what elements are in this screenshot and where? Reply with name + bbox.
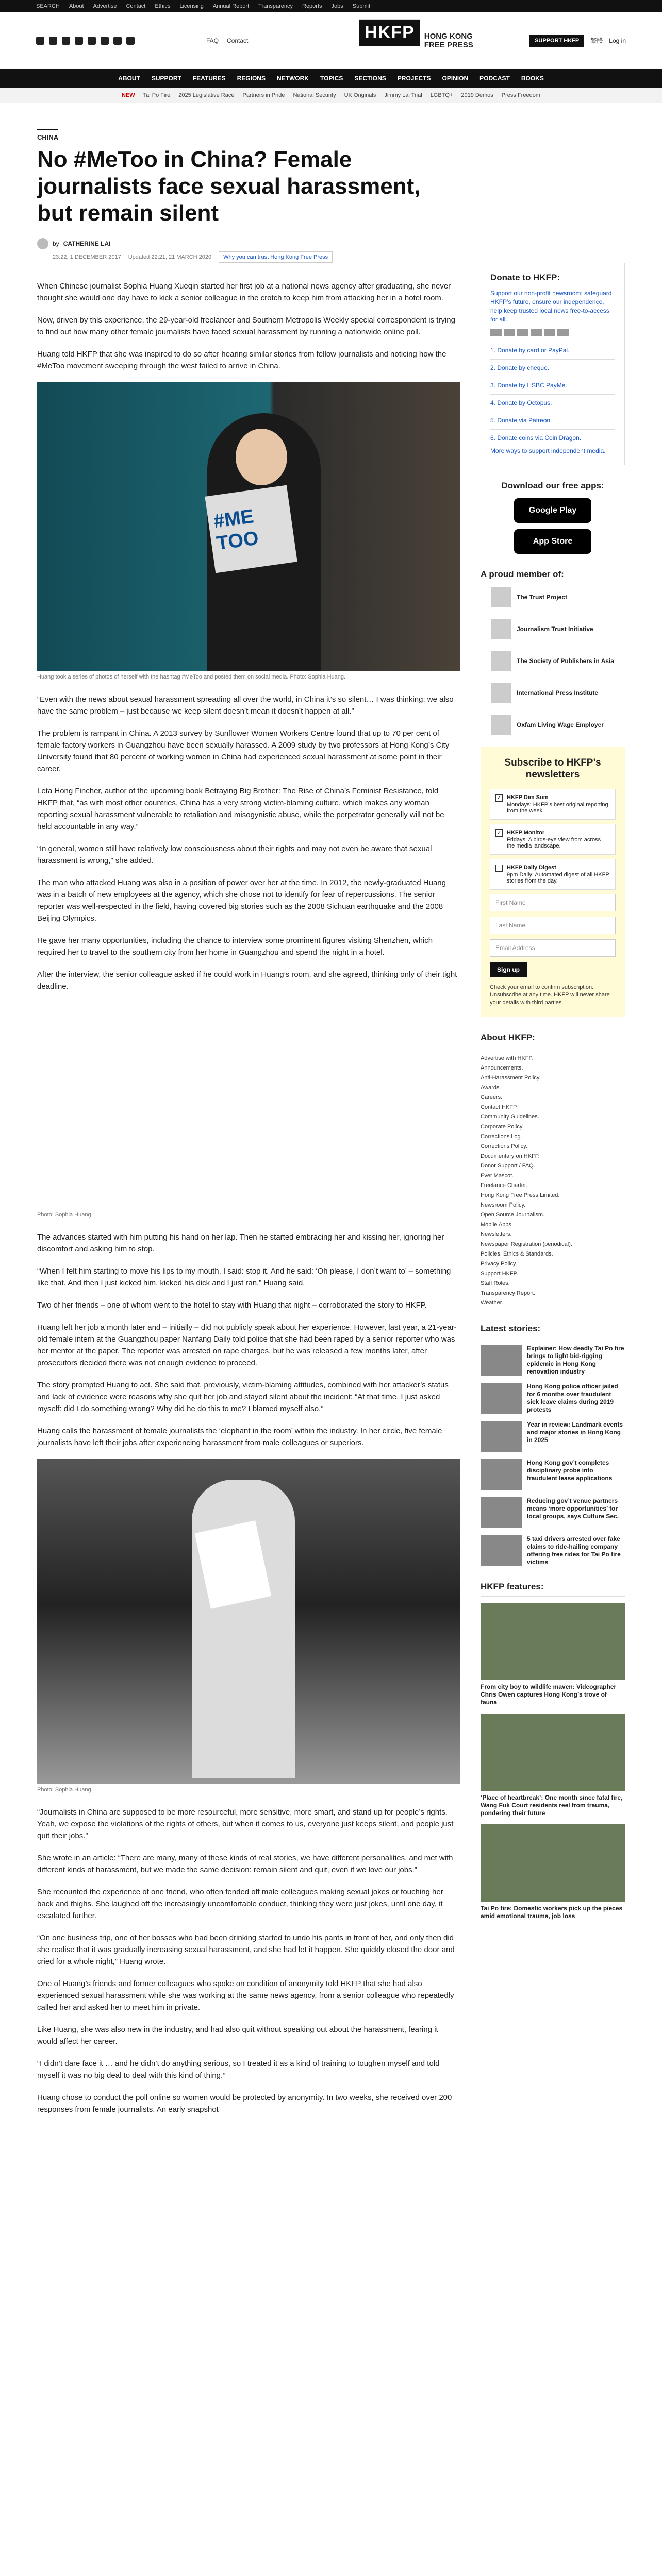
jti-logo	[491, 619, 511, 639]
story-thumbnail	[481, 1459, 522, 1490]
newsletter-box	[481, 747, 625, 1017]
signup-button[interactable]: Sign up	[490, 962, 527, 977]
ipi-logo	[491, 683, 511, 703]
trending-link[interactable]: UK Originals	[344, 92, 376, 98]
member-name: The Society of Publishers in Asia	[517, 657, 614, 665]
nav-projects[interactable]: PROJECTS	[397, 75, 431, 82]
apps-title: Download our free apps:	[501, 481, 604, 490]
paragraph: “On one business trip, one of her bosses who had been drinking started to undo his pants in front of her, and only then did she realise that it was gradually increasing sexual harassment, and she had let it happen. She quickly closed the door and cried for a whole night,” Huang wrote.	[37, 1934, 455, 1966]
donate-option[interactable]: 1. Donate by card or PayPal.	[490, 342, 615, 359]
site-header	[0, 12, 662, 69]
about-link[interactable]: Donor Support / FAQ.	[481, 1163, 535, 1169]
photo-face	[236, 429, 287, 485]
article-photo-blank	[37, 1003, 460, 1209]
latest-title: Latest stories:	[481, 1324, 625, 1338]
nav-topics[interactable]: TOPICS	[320, 75, 343, 82]
option-name: HKFP Daily Digest	[507, 865, 556, 871]
topbar-reports[interactable]: Reports	[302, 3, 322, 9]
feature-title: ‘Place of heartbreak’: One month since fatal fire, Wang Fuk Court residents reel from trauma, pondering their future	[481, 1794, 623, 1817]
story-thumbnail	[481, 1345, 522, 1376]
story-thumbnail	[481, 1421, 522, 1452]
photo-caption: Photo: Sophia Huang.	[37, 1212, 93, 1218]
login-link[interactable]: Log in	[609, 37, 626, 44]
paragraph: “I didn’t dare face it … and he didn’t do anything serious, so I treated it as a kind of training to toughen myself and told myself it was no big deal to deal with this kind of thing.”	[37, 2059, 440, 2080]
about-link[interactable]: Community Guidelines.	[481, 1114, 539, 1120]
article-photo	[37, 382, 460, 671]
about-list	[481, 1054, 625, 1308]
about-link[interactable]: Privacy Policy.	[481, 1261, 517, 1267]
paragraph: The story prompted Huang to act. She said that, previously, victim-blaming attitudes, combined with her attacker’s status and lack of evidence were reasons why she quit her job and stayed silent about the incident: “At that time, I just asked myself: did I do something wrong? Why did he do this to me? I blamed myself also.”	[37, 1381, 449, 1413]
topbar-advertise[interactable]: Advertise	[93, 3, 117, 9]
about-link[interactable]: Mobile Apps.	[481, 1222, 513, 1228]
member-name: The Trust Project	[517, 594, 568, 601]
contact-link[interactable]: Contact	[227, 37, 249, 44]
feature-image	[481, 1714, 625, 1791]
photo-caption: Photo: Sophia Huang.	[37, 1787, 93, 1793]
about-link[interactable]: Corrections Log.	[481, 1133, 522, 1140]
nav-podcast[interactable]: PODCAST	[479, 75, 510, 82]
trust-project-logo	[491, 587, 511, 607]
topbar-contact[interactable]: Contact	[126, 3, 146, 9]
feature-item[interactable]	[481, 1714, 625, 1817]
latest-stories	[481, 1324, 625, 1566]
feature-image	[481, 1603, 625, 1680]
top-utility-bar	[0, 0, 662, 12]
paragraph: Huang calls the harassment of female journalists the ‘elephant in the room’ within the industry. In her circle, five female journalists have left their jobs after experiencing harassment from male colleagues or superiors.	[37, 1427, 442, 1447]
donate-box	[481, 263, 625, 465]
about-link[interactable]: Announcements.	[481, 1065, 523, 1071]
member-logo[interactable]	[481, 587, 625, 607]
about-link[interactable]: Weather.	[481, 1300, 503, 1306]
member-logo[interactable]	[481, 619, 625, 639]
paragraph: Now, driven by this experience, the 29-year-old freelancer and Southern Metropolis Weekly special correspondent is trying to find out how many other female journalists have faced sexual harassment by running a nationwide online poll.	[37, 316, 455, 336]
instagram-icon[interactable]	[62, 37, 70, 45]
story-thumbnail	[481, 1535, 522, 1566]
features-box	[481, 1582, 625, 1920]
sopa-logo	[491, 651, 511, 671]
trending-link[interactable]: Jimmy Lai Trial	[384, 92, 422, 98]
published-date: 23:22, 1 DECEMBER 2017	[53, 254, 121, 260]
logo-line-1: HONG KONG	[424, 31, 473, 41]
x-icon[interactable]	[49, 37, 57, 45]
youtube-icon[interactable]	[75, 37, 83, 45]
card-icon	[504, 329, 515, 336]
about-link[interactable]: Freelance Charter.	[481, 1182, 528, 1189]
checkbox-icon[interactable]	[495, 865, 503, 872]
topbar-submit[interactable]: Submit	[352, 3, 371, 9]
option-name: HKFP Dim Sum	[507, 794, 549, 801]
features-title: HKFP features:	[481, 1582, 625, 1597]
story-title: 5 taxi drivers arrested over fake claims to ride-hailing company offering free rides for Tai Po fire victims	[527, 1535, 621, 1566]
facebook-icon[interactable]	[36, 37, 44, 45]
about-link[interactable]: Transparency Report.	[481, 1290, 535, 1296]
about-link[interactable]: Careers.	[481, 1094, 503, 1100]
author-name[interactable]: CATHERINE LAI	[63, 240, 111, 247]
story-title: Hong Kong police officer jailed for 6 months over fraudulent sick leave claims during 2019 protests	[527, 1383, 618, 1413]
nav-regions[interactable]: REGIONS	[237, 75, 266, 82]
article	[37, 129, 460, 2126]
app-store-button[interactable]: App Store	[514, 529, 591, 554]
paragraph: Huang chose to conduct the poll online so women would be protected by anonymity. In two weeks, she received over 200 responses from female journalists. An early snapshot	[37, 2093, 452, 2114]
newsletter-title: Subscribe to HKFP’s newsletters	[504, 757, 601, 780]
paragraph: Huang left her job a month later and – initially – did not publicly speak about her experience. However, last year, a 21-year-old female intern at the Guangzhou paper Nanfang Daily told police that she had been raped by a senior reporter who was her mentor at the paper. The reporter was arrested on rape charges, but he was released a few months later, after prosecutors decided there was not enough evidence to proceed.	[37, 1323, 457, 1367]
newsletter-option[interactable]	[490, 789, 616, 820]
paragraph: Leta Hong Fincher, author of the upcoming book Betraying Big Brother: The Rise of China’s Feminist Resistance, told HKFP that, “as with most other countries, China has a very strong victim-blaming culture, which makes any woman reporting sexual harassment vulnerable to retaliation and misogynistic abuse, while the perpetrator generally will not be held accountable in any way.”	[37, 787, 444, 831]
paragraph: After the interview, the senior colleague asked if he could work in Huang’s room, and she agreed, thinking only of their tight deadline.	[37, 970, 457, 991]
topbar-ethics[interactable]: Ethics	[155, 3, 171, 9]
feature-title: Tai Po fire: Domestic workers pick up the pieces amid emotional trauma, job loss	[481, 1905, 623, 1920]
article-title: No #MeToo in China? Female journalists face sexual harassment, but remain silent	[37, 147, 421, 226]
about-link[interactable]: Support HKFP.	[481, 1270, 518, 1277]
member-name: Journalism Trust Initiative	[517, 625, 593, 633]
apps-box	[481, 481, 625, 554]
language-switch[interactable]: 繁體	[590, 37, 603, 44]
site-logo[interactable]	[359, 19, 473, 62]
paragraph: Two of her friends – one of whom went to the hotel to stay with Huang that night – corroborated the story to HKFP.	[37, 1301, 427, 1310]
trending-link[interactable]: Tai Po Fire	[143, 92, 171, 98]
donate-option[interactable]: 5. Donate via Patreon.	[490, 412, 615, 429]
trust-link[interactable]: Why you can trust Hong Kong Free Press	[219, 251, 333, 263]
about-box	[481, 1032, 625, 1308]
about-link[interactable]: Anti-Harassment Policy.	[481, 1075, 541, 1081]
story-item[interactable]	[481, 1497, 625, 1528]
telegram-icon[interactable]	[113, 37, 122, 45]
about-link[interactable]: Advertise with HKFP.	[481, 1055, 534, 1061]
topbar-annual-report[interactable]: Annual Report	[212, 3, 250, 9]
paragraph: “In general, women still have relatively low consciousness about their rights and may not even be aware that sexual harassment is wrong,” she added.	[37, 844, 432, 865]
updated-date: Updated 22:21, 21 MARCH 2020	[128, 254, 212, 260]
more-ways-link[interactable]: More ways to support independent media.	[490, 447, 606, 454]
paragraph: He gave her many opportunities, including the chance to interview some prominent figures visiting Shenzhen, which required her to travel to the southern city from her home in Guangzhou and spend the night in a hotel.	[37, 936, 433, 957]
bluesky-icon[interactable]	[101, 37, 109, 45]
trending-bar	[0, 88, 662, 103]
main-nav	[0, 69, 662, 88]
about-link[interactable]: Awards.	[481, 1084, 501, 1091]
nav-network[interactable]: NETWORK	[276, 75, 309, 82]
trending-link[interactable]: Press Freedom	[501, 92, 540, 98]
story-thumbnail	[481, 1497, 522, 1528]
donate-option[interactable]: 2. Donate by cheque.	[490, 359, 615, 377]
option-desc: Mondays: HKFP’s best original reporting from the week.	[507, 802, 608, 814]
paragraph: Like Huang, she was also new in the industry, and had also quit without speaking out about the harassment, fearing it would affect her career.	[37, 2025, 438, 2046]
nav-features[interactable]: FEATURES	[192, 75, 226, 82]
story-thumbnail	[481, 1383, 522, 1414]
newsletter-option[interactable]	[490, 859, 616, 890]
article-dates	[37, 251, 460, 263]
trending-link[interactable]: 2019 Demos	[461, 92, 493, 98]
story-item[interactable]	[481, 1383, 625, 1414]
first-name-field[interactable]: First Name	[490, 894, 616, 911]
byline-prefix: by	[53, 240, 59, 247]
about-link[interactable]: Ever Mascot.	[481, 1173, 514, 1179]
trending-link[interactable]: 2025 Legislative Race	[178, 92, 235, 98]
about-link[interactable]: Newspaper Registration (periodical).	[481, 1241, 572, 1247]
trending-link[interactable]: LGBTQ+	[430, 92, 453, 98]
newsletter-note: Check your email to confirm subscription. Unsubscribe at any time. HKFP will never share your details with third parties.	[490, 984, 610, 1006]
paragraph: One of Huang’s friends and former colleagues who spoke on condition of anonymity told HKFP that she had also experienced sexual harassment while she was working at the same news agency, from a senior colleague who repeatedly called her and asked her to meet him in private.	[37, 1979, 454, 2012]
nav-sections[interactable]: SECTIONS	[354, 75, 386, 82]
membership-title: A proud member of:	[481, 569, 564, 579]
paragraph: “Journalists in China are supposed to be more resourceful, more sensitive, more smart, and stand up for people’s rights. Yeah, we expose the violations of the rights of others, but when it comes to us, everyone just keeps silent, and people just quit their jobs.”	[37, 1808, 454, 1840]
donate-title: Donate to HKFP:	[490, 273, 560, 282]
nav-support[interactable]: SUPPORT	[151, 75, 181, 82]
about-link[interactable]: Staff Roles.	[481, 1280, 510, 1286]
author-avatar	[37, 238, 48, 249]
logo-mark: HKFP	[359, 19, 420, 46]
search-link[interactable]: SEARCH	[36, 3, 60, 9]
threads-icon[interactable]	[88, 37, 96, 45]
donate-option[interactable]: 6. Donate coins via Coin Dragon.	[490, 429, 615, 447]
paragraph: She recounted the experience of one friend, who often fended off male colleagues making sexual jokes or touching her back and thighs. She laughed off the increasingly uncomfortable conduct, thinking they were just jokes, until one day, it escalated further.	[37, 1888, 443, 1920]
about-link[interactable]: Newsletters.	[481, 1231, 512, 1238]
nav-about[interactable]: ABOUT	[118, 75, 140, 82]
donate-option[interactable]: 4. Donate by Octopus.	[490, 394, 615, 412]
story-title: Year in review: Landmark events and major stories in Hong Kong in 2025	[527, 1421, 623, 1444]
story-title: Hong Kong gov’t completes disciplinary probe into fraudulent lease applications	[527, 1459, 613, 1482]
card-icon	[490, 329, 502, 336]
new-badge: NEW	[122, 92, 135, 98]
article-category[interactable]: CHINA	[37, 129, 58, 141]
feature-item[interactable]	[481, 1603, 625, 1706]
card-icon	[557, 329, 569, 336]
paragraph: “Even with the news about sexual harassment spreading all over the world, in China it’s so silent… I was thinking: we also have the same problem – just because we keep silent doesn’t mean it doesn’t happen at all.”	[37, 695, 454, 716]
option-desc: 9pm Daily: Automated digest of all HKFP stories from the day.	[507, 872, 609, 884]
byline	[37, 238, 460, 249]
social-icons	[36, 37, 206, 45]
newsletter-option[interactable]	[490, 824, 616, 855]
rss-icon[interactable]	[126, 37, 135, 45]
member-logo[interactable]	[481, 683, 625, 703]
faq-link[interactable]: FAQ	[206, 37, 219, 44]
card-icon	[517, 329, 528, 336]
about-link[interactable]: Corrections Policy.	[481, 1143, 527, 1149]
payment-icons	[490, 329, 615, 336]
feature-title: From city boy to wildlife maven: Videographer Chris Owen captures Hong Kong’s trove of fauna	[481, 1683, 617, 1706]
support-button[interactable]: SUPPORT HKFP	[529, 35, 584, 47]
paragraph: The problem is rampant in China. A 2013 survey by Sunflower Women Workers Centre found that up to 70 per cent of female factory workers in Guangzhou have been sexually harassed. A 2009 study by two professors at Hong Kong’s City University found that 80 percent of working women in China had experienced sexual harassment at some point in their career.	[37, 729, 450, 773]
trending-link[interactable]: National Security	[293, 92, 336, 98]
last-name-field[interactable]: Last Name	[490, 917, 616, 934]
donate-intro-link[interactable]: Support our non-profit newsroom: safeguard HKFP’s future, ensure our independence, help keep trusted local news free-to-access for all.	[490, 290, 612, 323]
option-name: HKFP Monitor	[507, 829, 545, 836]
story-item[interactable]	[481, 1535, 625, 1566]
paragraph: Huang told HKFP that she was inspired to do so after hearing similar stories from fellow journalists and noticing how the #MeToo movement sweeping through the west failed to arrive in China.	[37, 350, 446, 370]
story-item[interactable]	[481, 1421, 625, 1452]
about-link[interactable]: Policies, Ethics & Standards.	[481, 1251, 553, 1257]
about-link[interactable]: Contact HKFP.	[481, 1104, 518, 1110]
story-item[interactable]	[481, 1345, 625, 1376]
about-link[interactable]: Open Source Journalism.	[481, 1212, 545, 1218]
story-title: Reducing gov’t venue partners means ‘more opportunities’ for local groups, says Culture Sec.	[527, 1497, 619, 1520]
option-desc: Fridays: A birds-eye view from across the media landscape.	[507, 837, 601, 849]
nav-books[interactable]: BOOKS	[521, 75, 544, 82]
about-title: About HKFP:	[481, 1032, 625, 1047]
story-title: Explainer: How deadly Tai Po fire brings to light bid-rigging epidemic in Hong Kong renovation industry	[527, 1345, 624, 1375]
paragraph: The advances started with him putting his hand on her lap. Then he started embracing her and kissing her, ignoring her discomfort and asking him to stop.	[37, 1233, 444, 1253]
metoo-sign: #ME TOO	[205, 485, 297, 573]
paragraph: “When I felt him starting to move his lips to my mouth, I said: stop it. And he said: ‘Oh please, I don’t want to’ – something like that. And then I just kicked him, kicked his dick and I just ran,” Huang said.	[37, 1267, 451, 1287]
story-item[interactable]	[481, 1459, 625, 1490]
topbar-licensing[interactable]: Licensing	[179, 3, 204, 9]
topbar-jobs[interactable]: Jobs	[331, 3, 343, 9]
logo-line-2: FREE PRESS	[424, 40, 473, 49]
about-link[interactable]: Hong Kong Free Press Limited.	[481, 1192, 560, 1198]
feature-image	[481, 1824, 625, 1902]
member-name: International Press Institute	[517, 689, 599, 697]
nav-opinion[interactable]: OPINION	[442, 75, 469, 82]
card-icon	[544, 329, 555, 336]
paragraph: The man who attacked Huang was also in a position of power over her at the time. In 2012, the newly-graduated Huang was in a batch of new employees at the agency, which she chose not to identify for fear of repercussions. The senior reporter was well-respected in the field, having covered big stories such as the 2008 Sichuan earthquake and the 2008 Beijing Olympics.	[37, 878, 446, 923]
checkbox-checked-icon[interactable]: ✓	[495, 829, 503, 837]
photo-caption: Huang took a series of photos of herself with the hashtag #MeToo and posted them on social media. Photo: Sophia Huang.	[37, 674, 346, 680]
topbar-transparency[interactable]: Transparency	[258, 3, 293, 9]
about-link[interactable]: Newsroom Policy.	[481, 1202, 526, 1208]
checkbox-checked-icon[interactable]: ✓	[495, 794, 503, 802]
member-logo[interactable]	[481, 715, 625, 735]
about-link[interactable]: Documentary on HKFP.	[481, 1153, 540, 1159]
member-logo[interactable]	[481, 651, 625, 671]
donate-option[interactable]: 3. Donate by HSBC PayMe.	[490, 377, 615, 394]
paragraph: She wrote in an article: “There are many, many of these kinds of real stories, we have different personalities, and met with different kinds of harassment, but we made the same decision: remain silent and quit, even if we love our jobs.”	[37, 1854, 453, 1874]
oxfam-logo	[491, 715, 511, 735]
google-play-button[interactable]: Google Play	[514, 498, 591, 523]
sidebar	[481, 129, 625, 2126]
member-name: Oxfam Living Wage Employer	[517, 721, 604, 728]
topbar-about[interactable]: About	[69, 3, 84, 9]
email-field[interactable]: Email Address	[490, 939, 616, 957]
card-icon	[531, 329, 542, 336]
feature-item[interactable]	[481, 1824, 625, 1920]
paragraph: When Chinese journalist Sophia Huang Xueqin started her first job at a national news agency after graduating, she never thought she would one day have to kick a senior colleague in the crotch to keep him from attacking her in a hotel room.	[37, 282, 451, 302]
article-photo	[37, 1459, 460, 1784]
membership-box	[481, 569, 625, 735]
trending-link[interactable]: Partners in Pride	[242, 92, 285, 98]
about-link[interactable]: Corporate Policy.	[481, 1124, 524, 1130]
